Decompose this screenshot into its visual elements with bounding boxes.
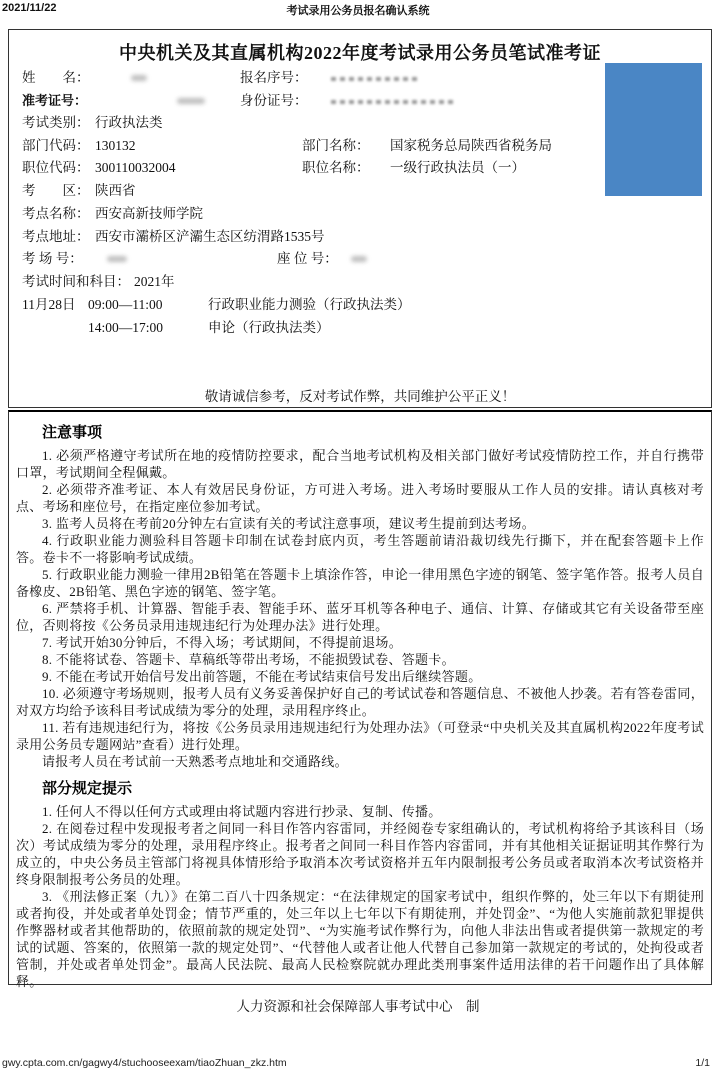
seat-no-value-redacted	[351, 256, 367, 262]
reg-no-value-redacted	[331, 77, 421, 81]
note-item-11: 11. 若有违规违纪行为，将按《公务员录用违规违纪行为处理办法》（可登录“中央机关及其直属机构2022年度考试录用公务员专题网站”查看）进行处理。	[16, 720, 704, 752]
dept-name-label: 部门名称：	[302, 138, 370, 153]
row-site-address	[9, 227, 711, 247]
site-name-value: 西安高新技师学院	[95, 206, 203, 221]
note-item-5: 5. 行政职业能力测验一律用2B铅笔在答题卡上填涂作答，申论一律用黑色字迹的钢笔、签字笔作答。报考人员自备橡皮、2B铅笔、黑色字迹的钢笔、签字笔。	[16, 567, 704, 599]
row-position	[9, 158, 711, 178]
print-system-title: 考试录用公务员报名确认系统	[286, 5, 430, 17]
position-name-label: 职位名称：	[302, 160, 370, 175]
print-footer-url: gwy.cpta.com.cn/gagwy4/stuchooseexam/tiaoZhuan_zkz.htm	[2, 1057, 287, 1069]
site-address-label: 考点地址：	[22, 229, 90, 244]
room-no-value-redacted	[107, 256, 127, 262]
schedule-subject: 行政职业能力测验（行政执法类）	[208, 297, 411, 312]
id-no-label: 身份证号：	[240, 93, 308, 108]
row-site-name	[9, 204, 711, 224]
row-dept	[9, 136, 711, 156]
row-name-regno	[9, 68, 711, 88]
row-room-seat	[9, 249, 711, 269]
provision-item-3: 3. 《刑法修正案（九）》在第二百八十四条规定：“在法律规定的国家考试中，组织作弊的，处三年以下有期徒刑或者拘役，并处或者单处罚金；情节严重的，处三年以上七年以下有期徒刑，并处罚金”、“为他人实施前款犯罪提供作弊器材或者其他帮助的，依照前款的规定处罚”、“为实施考试作弊行为，向他人非法出售或者提供第一款规定的考试的试题、答案的，依照第一款的规定处罚”、“代替他人或者让他人代替自己参加第一款规定的考试的，处拘役或者管制，并处或者单处罚金”。最高人民法院、最高人民检察院就办理此类刑事案件适用法律的若干问题作出了具体解释。	[16, 889, 704, 989]
dept-name-value: 国家税务总局陕西省税务局	[390, 138, 552, 153]
row-exam-category	[9, 113, 711, 133]
note-item-4: 4. 行政职业能力测验科目答题卡印制在试卷封底内页，考生答题前请沿裁切线先行撕下，并在配套答题卡上作答。卷卡不一将影响考试成绩。	[16, 533, 704, 565]
provision-item-2: 2. 在阅卷过程中发现报考者之间同一科目作答内容雷同，并经阅卷专家组确认的，考试机构将给予其该科目（场次）考试成绩为零分的处理，录用程序终止。报考者之间同一科目作答内容雷同，并有其他相关证据证明其作弊行为成立的，中央公务员主管部门将视具体情形给予取消本次考试资格并五年内限制报考公务员或者取消本次考试资格并终身限制报考公务员的处理。	[16, 821, 704, 887]
print-date: 2021/11/22	[2, 2, 57, 14]
exam-area-label: 考 区：	[22, 183, 90, 198]
note-item-1: 1. 必须严格遵守考试所在地的疫情防控要求，配合当地考试机构及相关部门做好考试疫情防控工作，并自行携带口罩，考试期间全程佩戴。	[16, 448, 704, 480]
time-year-value: 2021年	[134, 274, 175, 289]
integrity-notice: 敬请诚信参考，反对考试作弊，共同维护公平正义！	[204, 389, 516, 404]
print-footer-page-number: 1/1	[695, 1057, 710, 1069]
schedule-time: 14:00—17:00	[88, 320, 164, 335]
note-item-9: 9. 不能在考试开始信号发出前答题，不能在考试结束信号发出后继续答题。	[42, 669, 482, 684]
seat-no-label: 座 位 号：	[277, 251, 338, 266]
exam-category-label: 考试类别：	[22, 115, 90, 130]
admission-no-label: 准考证号：	[22, 93, 88, 108]
position-name-value: 一级行政执法员（一）	[390, 160, 525, 175]
row-admissionno-idno	[9, 91, 711, 111]
note-item-3: 3. 监考人员将在考前20分钟左右宣读有关的考试注意事项，建议考生提前到达考场。	[42, 516, 536, 531]
admission-ticket-box	[8, 29, 712, 408]
note-item-6: 6. 严禁将手机、计算器、智能手表、智能手环、蓝牙耳机等各种电子、通信、计算、存储或其它有关设备带至座位，否则将按《公务员录用违规违纪行为处理办法》进行处理。	[16, 601, 704, 633]
position-code-value: 300110032004	[95, 160, 176, 175]
issuer-line: 人力资源和社会保障部人事考试中心 制	[236, 999, 480, 1014]
row-exam-area	[9, 181, 711, 201]
row-time-subject	[9, 272, 711, 292]
dept-code-label: 部门代码：	[22, 138, 90, 153]
schedule-time: 09:00—11:00	[88, 297, 163, 312]
position-code-label: 职位代码：	[22, 160, 90, 175]
provisions-heading: 部分规定提示	[42, 780, 133, 797]
id-no-value-redacted	[331, 100, 453, 104]
schedule-row-1	[9, 295, 711, 315]
admission-no-value-redacted	[177, 98, 205, 104]
name-value-redacted	[131, 75, 147, 81]
schedule-subject: 申论（行政执法类）	[208, 320, 330, 335]
provision-item-1: 1. 任何人不得以任何方式或理由将试题内容进行抄录、复制、传播。	[42, 804, 442, 819]
site-address-value: 西安市灞桥区浐灞生态区纺渭路1535号	[95, 229, 325, 244]
note-item-10: 10. 必须遵守考场规则，报考人员有义务妥善保护好自己的考试试卷和答题信息、不被他人抄袭。若有答卷雷同，对双方均给予该科目考试成绩为零分的处理，录用程序终止。	[16, 686, 704, 718]
notes-heading: 注意事项	[42, 424, 103, 441]
notes-extra-line: 请报考人员在考试前一天熟悉考点地址和交通路线。	[42, 754, 348, 769]
schedule-date: 11月28日	[22, 297, 76, 312]
name-label: 姓 名：	[22, 70, 90, 85]
schedule-row-2	[9, 318, 711, 338]
time-subject-label: 考试时间和科目：	[22, 274, 130, 289]
reg-no-label: 报名序号：	[240, 70, 308, 85]
ticket-title: 中央机关及其直属机构2022年度考试录用公务员笔试准考证	[119, 43, 601, 63]
notes-box	[8, 410, 712, 989]
note-item-7: 7. 考试开始30分钟后，不得入场；考试期间，不得提前退场。	[42, 635, 402, 650]
exam-area-value: 陕西省	[95, 183, 136, 198]
exam-category-value: 行政执法类	[95, 115, 163, 130]
room-no-label: 考 场 号：	[22, 251, 83, 266]
dept-code-value: 130132	[95, 138, 136, 153]
note-item-8: 8. 不能将试卷、答题卡、草稿纸等带出考场，不能损毁试卷、答题卡。	[42, 652, 455, 667]
site-name-label: 考点名称：	[22, 206, 90, 221]
note-item-2: 2. 必须带齐准考证、本人有效居民身份证，方可进入考场。进入考场时要服从工作人员的安排。请认真核对考点、考场和座位号，在指定座位参加考试。	[16, 482, 704, 514]
